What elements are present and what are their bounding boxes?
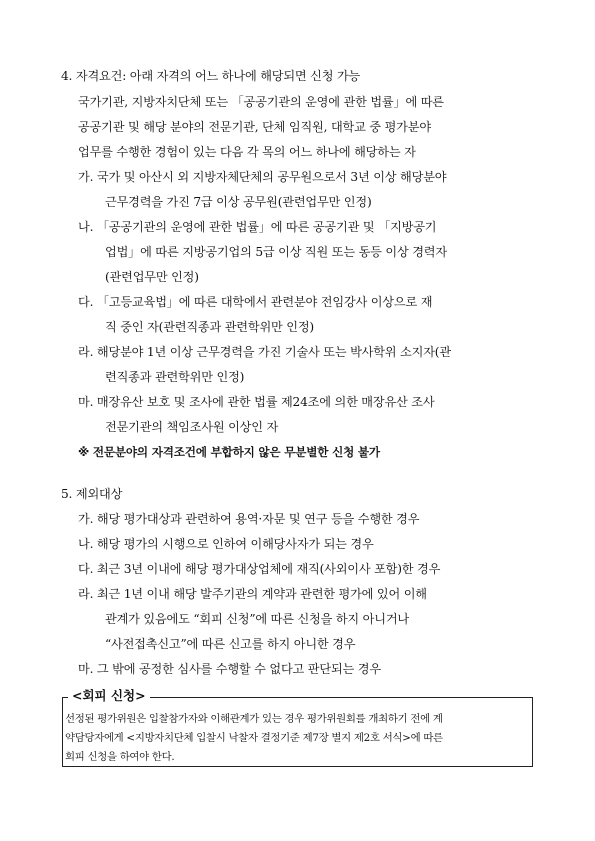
- section-5-item-ga: 가. 해당 평가대상과 관련하여 용역·자문 및 연구 등을 수행한 경우: [78, 512, 420, 526]
- section-4-item-ga-cont: 근무경력을 가진 7급 이상 공무원(관련업무만 인정): [105, 195, 372, 209]
- section-5-item-na: 나. 해당 평가의 시행으로 인하여 이해당사자가 되는 경우: [78, 537, 374, 551]
- section-4-item-ga: 가. 국가 및 아산시 외 지방자체단체의 공무원으로서 3년 이상 해당분야: [78, 170, 447, 184]
- section-4-note: ※ 전문분야의 자격조건에 부합하지 않은 무분별한 신청 불가: [78, 445, 380, 459]
- section-4-item-ma: 마. 매장유산 보호 및 조사에 관한 법률 제24조에 의한 매장유산 조사: [78, 395, 435, 409]
- section-4-item-ma-cont: 전문기관의 책임조사원 이상인 자: [105, 420, 279, 434]
- section-5-item-ra-cont: 관계가 있음에도 “회피 신청”에 따른 신청을 하지 아니거나: [105, 612, 409, 626]
- section-4-item-da: 다. 「고등교육법」에 따른 대학에서 관련분야 전임강사 이상으로 재: [78, 295, 433, 309]
- section-5-heading: 5. 제외대상: [61, 487, 123, 501]
- section-4-intro-line: 공공기관 및 해당 분야의 전문기관, 단체 임직원, 대학교 중 평가분야: [78, 120, 431, 134]
- section-4-item-ra: 라. 해당분야 1년 이상 근무경력을 가진 기술사 또는 박사학위 소지자(관: [78, 345, 451, 359]
- notice-box-title: <회피 신청>: [68, 688, 150, 704]
- section-4-item-na-cont: 업법」에 따른 지방공기업의 5급 이상 직원 또는 동등 이상 경력자: [105, 245, 447, 259]
- section-5-item-ra: 라. 최근 1년 이내 해당 발주기관의 계약과 관련한 평가에 있어 이해: [78, 587, 427, 601]
- notice-line: 선정된 평가위원은 입찰참가자와 이해관계가 있는 경우 평가위원회를 개최하기 전에 계: [65, 713, 443, 725]
- notice-line: 회피 신청을 하여야 한다.: [65, 751, 175, 763]
- section-5-item-ra-cont: “사전접촉신고”에 따른 신고를 하지 아니한 경우: [105, 637, 356, 651]
- section-4-item-da-cont: 직 중인 자(관련직종과 관련학위만 인정): [105, 320, 314, 334]
- section-4-item-na-cont: (관련업무만 인정): [105, 270, 199, 284]
- section-5-item-ma: 마. 그 밖에 공정한 심사를 수행할 수 없다고 판단되는 경우: [78, 662, 381, 676]
- section-5-item-da: 다. 최근 3년 이내에 해당 평가대상업체에 재직(사외이사 포함)한 경우: [78, 562, 441, 576]
- section-4-intro-line: 업무를 수행한 경험이 있는 다음 각 목의 어느 하나에 해당하는 자: [78, 145, 416, 159]
- section-4-intro-line: 국가기관, 지방자치단체 또는 「공공기관의 운영에 관한 법률」에 따른: [78, 95, 444, 109]
- section-4-heading: 4. 자격요건: 아래 자격의 어느 하나에 해당되면 신청 가능: [61, 69, 361, 83]
- section-4-item-ra-cont: 련직종과 관련학위만 인정): [105, 370, 245, 384]
- section-4-item-na: 나. 「공공기관의 운영에 관한 법률」에 따른 공공기관 및 「지방공기: [78, 220, 437, 234]
- notice-line: 약담당자에게 <지방자치단체 입찰시 낙찰자 결정기준 제7장 별지 제2호 서식>에 따른: [65, 732, 443, 744]
